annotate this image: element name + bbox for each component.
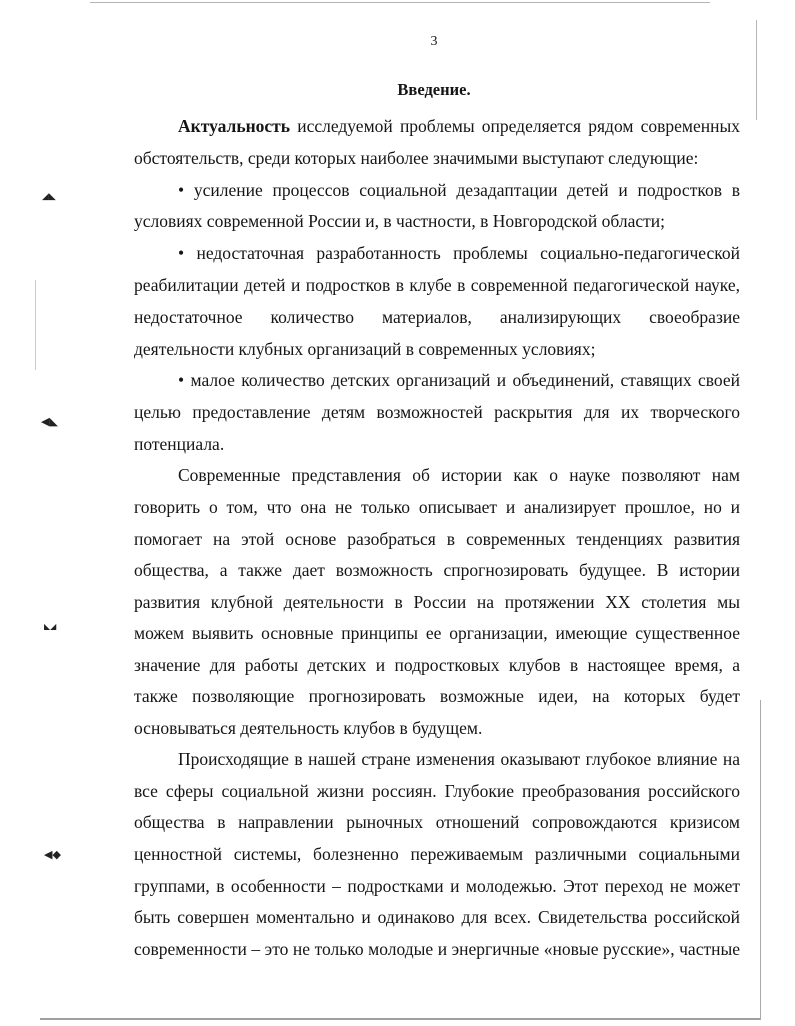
bullet-line: • усиление процессов социальной дезадаптации детей и подростков в: [178, 180, 740, 200]
paragraph-line: современности – это не только молодые и энергичные «новые русские», частные: [134, 939, 740, 959]
paragraph-line: Современные представления об истории как о науке позволяют нам: [178, 465, 740, 485]
paragraph-text: исследуемой проблемы определяется рядом современных: [290, 116, 740, 136]
paragraph-line: общества в направлении рыночных отношений сопровождаются кризисом: [134, 812, 740, 832]
page-title: Введение.: [397, 80, 471, 99]
bullet-line: • малое количество детских организаций и объединений, ставящих своей: [178, 370, 740, 390]
paragraph-line: группами, в особенности – подростками и молодежью. Этот переход не может: [134, 876, 740, 896]
bullet-line: реабилитации детей и подростков в клубе в современной педагогической науке,: [134, 275, 740, 295]
paragraph-line: быть совершен моментально и одинаково для всех. Свидетельства российской: [134, 907, 740, 927]
paragraph-line: развития клубной деятельности в России на протяжении XX столетия мы: [134, 592, 740, 612]
binding-hole-mark: ◀◣: [41, 415, 58, 428]
paragraph-line: говорить о том, что она не только описывает и анализирует прошлое, но и: [134, 497, 740, 517]
paragraph-line: также позволяющие прогнозировать возможные идеи, на которых будет: [134, 686, 740, 706]
binding-hole-mark: ◣◢: [44, 622, 57, 631]
paragraph-line: все сферы социальной жизни россиян. Глубокие преобразования российского: [134, 781, 740, 801]
bullet-line: • недостаточная разработанность проблемы социально-педагогической: [178, 243, 740, 263]
bold-term: Актуальность: [178, 116, 291, 136]
bullet-line: целью предоставление детям возможностей раскрытия для их творческого: [134, 402, 740, 422]
scan-edge-left: [35, 280, 36, 370]
page-number: 3: [430, 34, 438, 49]
paragraph-line: обстоятельств, среди которых наиболее значимыми выступают следующие:: [134, 148, 699, 168]
scan-edge-bottom: [40, 1018, 760, 1020]
paragraph-line: можем выявить основные принципы ее организации, имеющие существенное: [134, 623, 740, 643]
paragraph-line: помогает на этой основе разобраться в современных тенденциях развития: [134, 529, 740, 549]
binding-hole-mark: ◀◆: [44, 848, 61, 861]
paragraph-line: общества, а также дает возможность спрогнозировать будущее. В истории: [134, 560, 740, 580]
bullet-line: деятельности клубных организаций в современных условиях;: [134, 339, 596, 359]
scan-edge-right: [760, 700, 761, 1020]
paragraph-line: значение для работы детских и подростковых клубов в настоящее время, а: [134, 655, 740, 675]
paragraph-line: [178, 116, 740, 138]
bullet-line: недостаточное количество материалов, анализирующих своеобразие: [134, 307, 740, 327]
bullet-line: условиях современной России и, в частности, в Новгородской области;: [134, 211, 666, 231]
paragraph-line: Происходящие в нашей стране изменения оказывают глубокое влияние на: [178, 749, 740, 769]
paragraph-line: основываться деятельность клубов в будущем.: [134, 718, 483, 738]
bullet-line: потенциала.: [134, 434, 225, 454]
scan-edge-top: [90, 2, 710, 3]
binding-hole-mark: ◢◣: [42, 192, 56, 202]
paragraph-line: ценностной системы, болезненно переживаемым различными социальными: [134, 844, 740, 864]
